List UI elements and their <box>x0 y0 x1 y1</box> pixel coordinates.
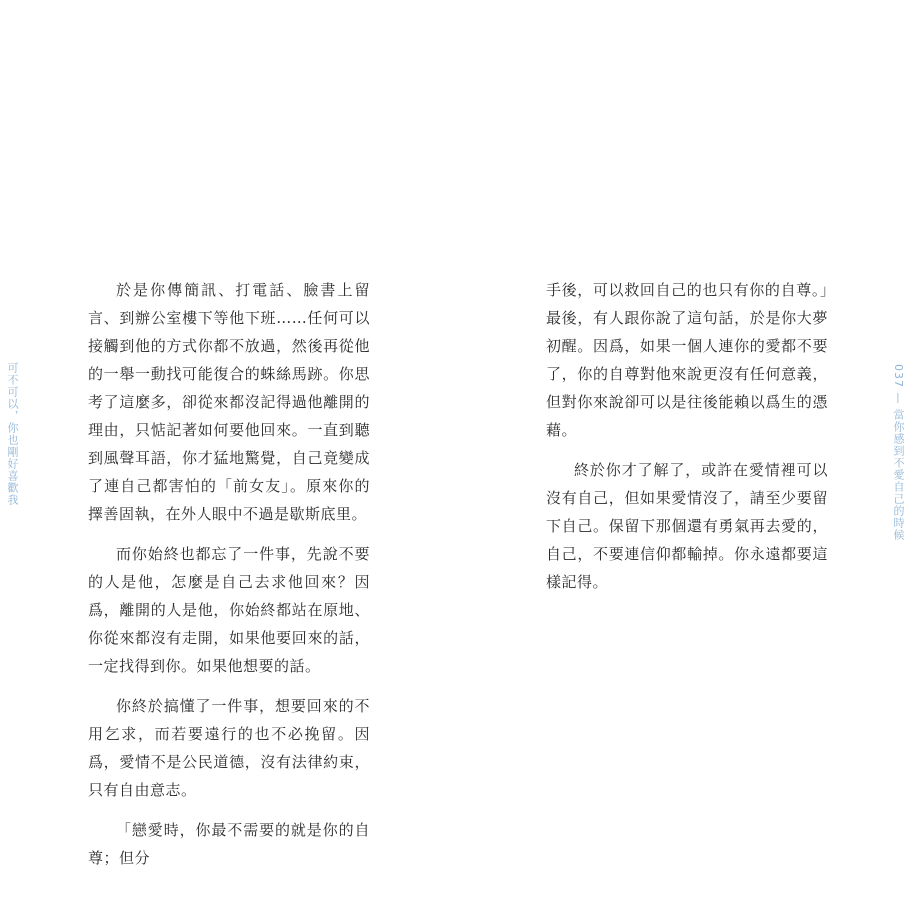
right-paragraph-1: 手後，可以救回自己的也只有你的自尊。」最後，有人跟你說了這句話，於是你大夢初醒。因爲，如果一個人連你的愛都不要了，你的自尊對他來說更沒有任何意義，但對你來說卻可以是往後能賴以爲生的憑藉。 <box>546 281 828 439</box>
right-running-head: 037 — 當你感到不愛自己的時候 <box>892 364 905 541</box>
left-paragraph-3: 你終於搞懂了一件事，想要回來的不用乞求，而若要遠行的也不必挽留。因爲，愛情不是公民道德，沒有法律約束，只有自由意志。 <box>88 697 370 799</box>
right-page-text <box>546 276 828 608</box>
left-paragraph-4: 「戀愛時，你最不需要的就是你的自尊；但分 <box>88 821 370 867</box>
left-paragraph-2: 而你始終也都忘了一件事，先說不要的人是他，怎麼是自己去求他回來？因爲，離開的人是他，你始終都站在原地、你從來都沒有走開，如果他要回來的話，一定找得到你。如果他想要的話。 <box>88 545 370 675</box>
left-running-head: 可不可以，你也剛好喜歡我 <box>6 362 19 506</box>
left-paragraph-1: 於是你傳簡訊、打電話、臉書上留言、到辦公室樓下等他下班……任何可以接觸到他的方式你都不放過，然後再從他的一舉一動找可能復合的蛛絲馬跡。你思考了這麼多，卻從來都沒記得過他離開的理由，只惦記著如何要他回來。一直到聽到風聲耳語，你才猛地驚覺，自己竟變成了連自己都害怕的「前女友」。原來你的擇善固執，在外人眼中不過是歇斯底里。 <box>88 281 370 523</box>
left-page-text <box>88 276 370 884</box>
right-paragraph-2: 終於你才了解了，或許在愛情裡可以沒有自己，但如果愛情沒了，請至少要留下自己。保留下那個還有勇氣再去愛的，自己，不要連信仰都輸掉。你永遠都要這樣記得。 <box>546 461 828 591</box>
